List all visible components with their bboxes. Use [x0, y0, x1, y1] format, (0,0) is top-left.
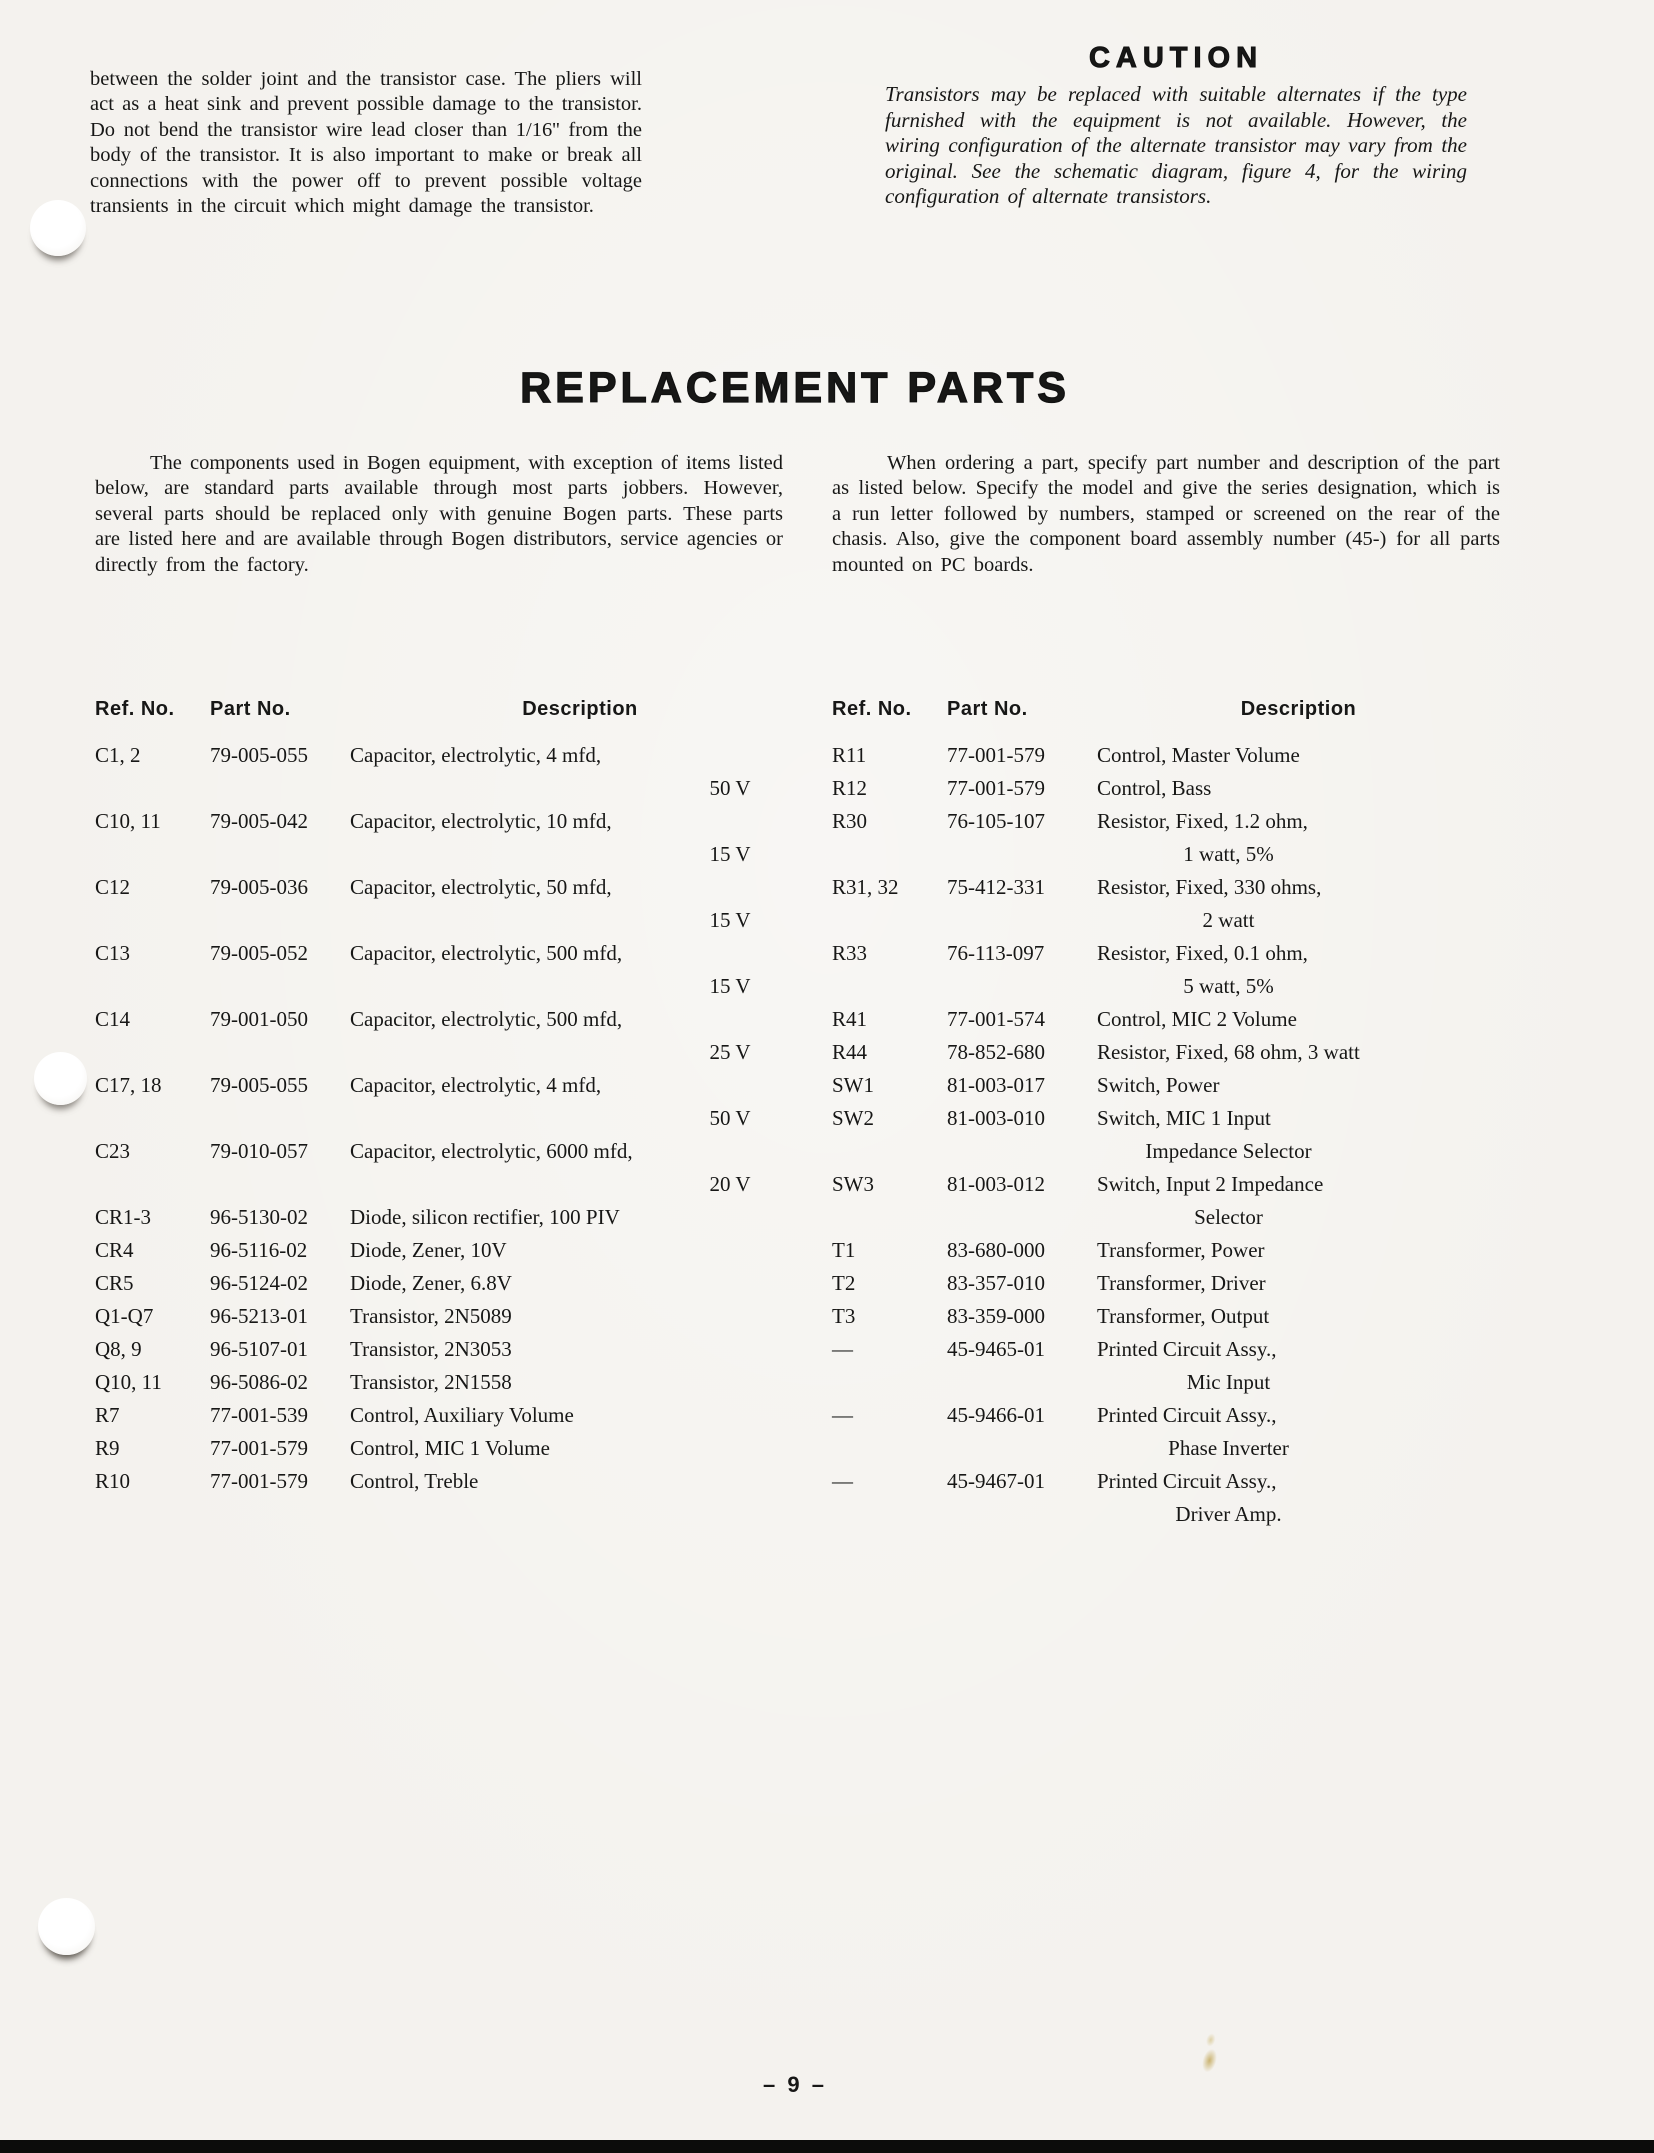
ref-no: ––: [832, 1337, 853, 1361]
table-row: [95, 1465, 810, 1498]
part-no: 79-005-036: [210, 875, 308, 899]
description-continuation: 20 V: [709, 1172, 751, 1196]
part-no: 77-001-579: [210, 1469, 308, 1493]
description-continuation: 2 watt: [1202, 908, 1255, 932]
description-continuation: 15 V: [709, 842, 751, 866]
ref-no: T1: [832, 1238, 856, 1262]
description-line: Capacitor, electrolytic, 500 mfd,: [350, 941, 623, 965]
table-row: [95, 1366, 810, 1399]
ref-no: ––: [832, 1403, 853, 1427]
part-no: 81-003-010: [947, 1106, 1045, 1130]
ref-no: SW2: [832, 1106, 874, 1130]
description-continuation: 5 watt, 5%: [1183, 974, 1274, 998]
description-line: Capacitor, electrolytic, 50 mfd,: [350, 875, 612, 899]
description: [350, 1300, 810, 1333]
part-no: 77-001-579: [947, 743, 1045, 767]
part-no: 77-001-574: [947, 1007, 1045, 1031]
table-row: [95, 739, 810, 805]
part-no: 76-113-097: [947, 941, 1045, 965]
description: [1097, 1168, 1500, 1234]
table-row: [832, 937, 1500, 1003]
description-line: Transformer, Driver: [1097, 1271, 1266, 1295]
ref-no: R30: [832, 809, 868, 833]
caution-paragraph: Transistors may be replaced with suitable alternates if the type furnished with the equipment is not available. However, the wiring configuration of the alternate transistor may vary from the original. See the schematic diagram, figure 4, for the wiring configuration of alternate transistors.: [885, 82, 1467, 208]
table-row: [832, 1003, 1500, 1036]
ref-no: C14: [95, 1007, 131, 1031]
part-no: 83-359-000: [947, 1304, 1045, 1328]
description: [350, 937, 810, 1003]
ref-no: R9: [95, 1436, 120, 1460]
paper-stain: [1190, 2023, 1232, 2077]
ref-no: CR1-3: [95, 1205, 152, 1229]
part-no: 77-001-539: [210, 1403, 308, 1427]
description: [1097, 871, 1500, 937]
ref-no: R33: [832, 941, 868, 965]
description-line: Transistor, 2N5089: [350, 1304, 512, 1328]
description-line: Control, Treble: [350, 1469, 479, 1493]
description-line: Transformer, Power: [1097, 1238, 1265, 1262]
table-row: [95, 1333, 810, 1366]
parts-table-left: [95, 698, 810, 1498]
ref-no: T3: [832, 1304, 856, 1328]
part-no: 79-005-042: [210, 809, 308, 833]
table-row: [832, 739, 1500, 772]
description-line: Transistor, 2N3053: [350, 1337, 512, 1361]
header-description: Description: [522, 698, 638, 720]
punch-hole-top: [30, 200, 86, 256]
description: [1097, 772, 1500, 805]
description: [350, 1267, 810, 1300]
part-no: 96-5130-02: [210, 1205, 308, 1229]
table-row: [832, 1168, 1500, 1234]
ref-no: R12: [832, 776, 868, 800]
table-header-row: [95, 698, 810, 721]
ref-no: C23: [95, 1139, 131, 1163]
description: [1097, 1399, 1500, 1465]
description: [1097, 1069, 1500, 1102]
description-continuation: Selector: [1194, 1205, 1263, 1229]
part-no: 81-003-012: [947, 1172, 1045, 1196]
ref-no: Q1-Q7: [95, 1304, 154, 1328]
ref-no: CR5: [95, 1271, 134, 1295]
description: [350, 1432, 810, 1465]
table-row: [95, 937, 810, 1003]
table-row: [832, 1234, 1500, 1267]
description-continuation: 15 V: [709, 908, 751, 932]
table-row: [95, 1003, 810, 1069]
table-body: [95, 739, 810, 1498]
part-no: 96-5213-01: [210, 1304, 308, 1328]
description-continuation: 50 V: [709, 1106, 751, 1130]
table-row: [95, 1399, 810, 1432]
description: [1097, 1234, 1500, 1267]
ref-no: R44: [832, 1040, 868, 1064]
description-line: Control, Auxiliary Volume: [350, 1403, 574, 1427]
description: [350, 805, 810, 871]
description-line: Diode, silicon rectifier, 100 PIV: [350, 1205, 620, 1229]
description: [1097, 1333, 1500, 1399]
caution-section: [885, 42, 1467, 231]
table-row: [832, 1069, 1500, 1102]
header-description: Description: [1240, 698, 1357, 720]
header-ref-no: Ref. No.: [95, 698, 175, 720]
description-line: Capacitor, electrolytic, 10 mfd,: [350, 809, 612, 833]
table-row: [95, 1267, 810, 1300]
description: [350, 1366, 810, 1399]
description-line: Transistor, 2N1558: [350, 1370, 512, 1394]
description: [1097, 937, 1500, 1003]
description: [1097, 1003, 1500, 1036]
part-no: 77-001-579: [947, 776, 1045, 800]
description: [1097, 1036, 1500, 1069]
description: [1097, 1465, 1500, 1531]
description: [350, 739, 810, 805]
table-body: [832, 739, 1500, 1531]
table-row: [832, 1267, 1500, 1300]
ref-no: C13: [95, 941, 131, 965]
ref-no: Q8, 9: [95, 1337, 142, 1361]
part-no: 96-5124-02: [210, 1271, 308, 1295]
table-row: [95, 1300, 810, 1333]
table-row: [832, 1102, 1500, 1168]
description-continuation: 50 V: [709, 776, 751, 800]
table-row: [832, 1300, 1500, 1333]
part-no: 45-9465-01: [947, 1337, 1045, 1361]
description-continuation: Mic Input: [1186, 1370, 1271, 1394]
part-no: 79-010-057: [210, 1139, 308, 1163]
description-line: Printed Circuit Assy.,: [1097, 1469, 1277, 1493]
description-continuation: Phase Inverter: [1168, 1436, 1289, 1460]
part-no: 96-5107-01: [210, 1337, 308, 1361]
part-no: 96-5086-02: [210, 1370, 308, 1394]
table-row: [95, 1234, 810, 1267]
part-no: 79-005-052: [210, 941, 308, 965]
description: [1097, 1300, 1500, 1333]
description-line: Capacitor, electrolytic, 4 mfd,: [350, 1073, 602, 1097]
description-continuation: 25 V: [709, 1040, 751, 1064]
description-line: Printed Circuit Assy.,: [1097, 1337, 1277, 1361]
ref-no: SW3: [832, 1172, 874, 1196]
caution-heading: CAUTION: [1088, 42, 1264, 74]
intro-paragraph-left: The components used in Bogen equipment, with exception of items listed below, are standard parts available through most parts jobbers. However, several parts should be replaced only with genuine Bogen parts. These parts are listed here and are available through Bogen distributors, service agencies or directly from the factory.: [95, 451, 783, 576]
table-row: [832, 1399, 1500, 1465]
ref-no: Q10, 11: [95, 1370, 162, 1394]
scan-edge-shadow: [0, 2140, 1654, 2153]
part-no: 79-001-050: [210, 1007, 308, 1031]
description: [350, 1135, 810, 1201]
description: [350, 1201, 810, 1234]
intro-paragraph-right: When ordering a part, specify part number and description of the part as listed below. Specify the model and give the series designation, which is a run letter followed by numbers, stamped or screened on the rear of the chasis. Also, give the component board assembly number (45-) for all parts mounted on PC boards.: [832, 451, 1500, 576]
ref-no: CR4: [95, 1238, 134, 1262]
table-row: [832, 871, 1500, 937]
page-number: – 9 –: [763, 2072, 827, 2097]
table-row: [832, 805, 1500, 871]
description: [350, 1234, 810, 1267]
description: [1097, 739, 1500, 772]
table-header-row: [832, 698, 1500, 721]
description: [350, 871, 810, 937]
description: [1097, 805, 1500, 871]
part-no: 45-9467-01: [947, 1469, 1045, 1493]
description: [350, 1003, 810, 1069]
description-line: Diode, Zener, 10V: [350, 1238, 507, 1262]
ref-no: C17, 18: [95, 1073, 162, 1097]
part-no: 45-9466-01: [947, 1403, 1045, 1427]
description-line: Printed Circuit Assy.,: [1097, 1403, 1277, 1427]
ref-no: R7: [95, 1403, 120, 1427]
table-row: [95, 1201, 810, 1234]
description-line: Capacitor, electrolytic, 500 mfd,: [350, 1007, 623, 1031]
description-line: Resistor, Fixed, 1.2 ohm,: [1097, 809, 1308, 833]
part-no: 79-005-055: [210, 1073, 308, 1097]
ref-no: R10: [95, 1469, 131, 1493]
header-part-no: Part No.: [947, 698, 1028, 720]
description-line: Control, Master Volume: [1097, 743, 1300, 767]
ref-no: R31, 32: [832, 875, 899, 899]
part-no: 81-003-017: [947, 1073, 1045, 1097]
header-ref-no: Ref. No.: [832, 698, 912, 720]
description-line: Capacitor, electrolytic, 6000 mfd,: [350, 1139, 633, 1163]
description-line: Switch, Input 2 Impedance: [1097, 1172, 1324, 1196]
table-row: [832, 1036, 1500, 1069]
ref-no: T2: [832, 1271, 856, 1295]
table-row: [95, 1135, 810, 1201]
description-line: Control, MIC 1 Volume: [350, 1436, 550, 1460]
description-continuation: Impedance Selector: [1145, 1139, 1312, 1163]
description-continuation: 15 V: [709, 974, 751, 998]
description-continuation: Driver Amp.: [1175, 1502, 1282, 1526]
ref-no: SW1: [832, 1073, 874, 1097]
description: [350, 1465, 810, 1498]
description-line: Capacitor, electrolytic, 4 mfd,: [350, 743, 602, 767]
ref-no: C10, 11: [95, 809, 161, 833]
part-no: 83-357-010: [947, 1271, 1045, 1295]
ref-no: C1, 2: [95, 743, 141, 767]
ref-no: C12: [95, 875, 131, 899]
description-line: Control, Bass: [1097, 776, 1212, 800]
table-row: [95, 871, 810, 937]
punch-hole-bottom: [38, 1898, 95, 1955]
description: [350, 1333, 810, 1366]
description-line: Diode, Zener, 6.8V: [350, 1271, 512, 1295]
description-line: Resistor, Fixed, 0.1 ohm,: [1097, 941, 1308, 965]
description-continuation: 1 watt, 5%: [1183, 842, 1274, 866]
part-no: 78-852-680: [947, 1040, 1045, 1064]
description: [1097, 1267, 1500, 1300]
punch-hole-middle: [34, 1052, 87, 1105]
part-no: 83-680-000: [947, 1238, 1045, 1262]
description-line: Switch, Power: [1097, 1073, 1220, 1097]
description-line: Resistor, Fixed, 330 ohms,: [1097, 875, 1322, 899]
ref-no: R41: [832, 1007, 868, 1031]
ref-no: ––: [832, 1469, 853, 1493]
description: [1097, 1102, 1500, 1168]
description: [350, 1069, 810, 1135]
parts-table-right: [832, 698, 1500, 1531]
table-row: [95, 805, 810, 871]
description: [350, 1399, 810, 1432]
table-row: [832, 1333, 1500, 1399]
part-no: 79-005-055: [210, 743, 308, 767]
section-heading: REPLACEMENT PARTS: [520, 364, 1070, 412]
part-no: 76-105-107: [947, 809, 1045, 833]
table-row: [832, 1465, 1500, 1531]
description-line: Switch, MIC 1 Input: [1097, 1106, 1271, 1130]
table-row: [95, 1069, 810, 1135]
description-line: Transformer, Output: [1097, 1304, 1270, 1328]
part-no: 77-001-579: [210, 1436, 308, 1460]
part-no: 96-5116-02: [210, 1238, 308, 1262]
description-line: Control, MIC 2 Volume: [1097, 1007, 1297, 1031]
header-part-no: Part No.: [210, 698, 291, 720]
continued-paragraph: between the solder joint and the transistor case. The pliers will act as a heat sink and prevent possible damage to the transistor. Do not bend the transistor wire lead closer than 1/16'' from the body of the transistor. It is also important to make or break all connections with the power off to prevent possible voltage transients in the circuit which might damage the transistor.: [90, 67, 642, 217]
ref-no: R11: [832, 743, 867, 767]
part-no: 75-412-331: [947, 875, 1045, 899]
description-line: Resistor, Fixed, 68 ohm, 3 watt: [1097, 1040, 1360, 1064]
table-row: [832, 772, 1500, 805]
table-row: [95, 1432, 810, 1465]
